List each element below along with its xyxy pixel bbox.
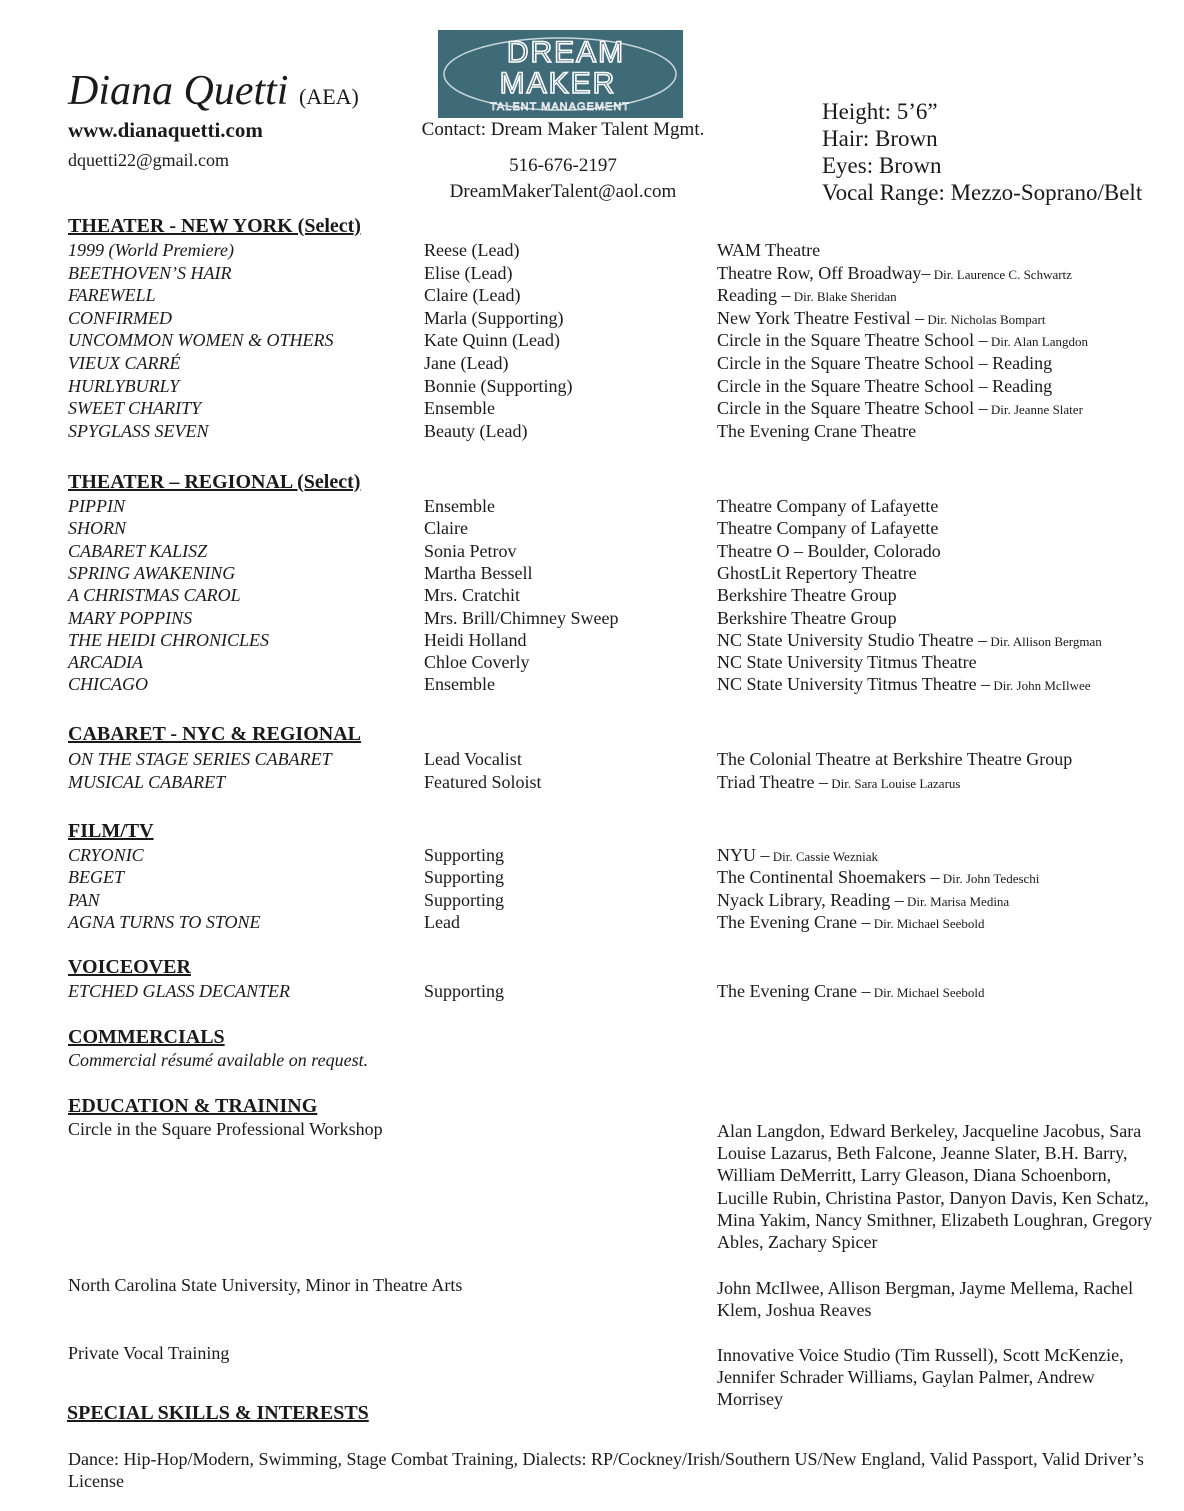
credit-venue — [717, 980, 985, 1004]
credit-row — [0, 420, 1184, 442]
credit-row — [0, 607, 1184, 629]
credit-venue-name: Berkshire Theatre Group — [717, 585, 897, 606]
agency-phone[interactable]: 516-676-2197 — [509, 155, 617, 176]
credit-role: Reese (Lead) — [424, 240, 520, 260]
credit-show: 1999 (World Premiere) — [68, 240, 234, 260]
section-title-voiceover: VOICEOVER — [68, 956, 191, 978]
credit-venue-name: NC State University Studio Theatre – — [717, 629, 988, 650]
education-school: Private Vocal Training — [68, 1343, 230, 1363]
credit-venue-name: Theatre O – Boulder, Colorado — [717, 540, 941, 561]
credit-venue-name: Circle in the Square Theatre School – — [717, 398, 988, 419]
credit-venue — [717, 911, 985, 935]
credit-row — [0, 980, 1184, 1002]
credit-venue-name: Nyack Library, Reading – — [717, 889, 904, 910]
credit-venue — [717, 607, 897, 631]
credit-show: CONFIRMED — [68, 307, 172, 328]
credit-director: Dir. Marisa Medina — [903, 893, 1010, 909]
credit-venue — [717, 262, 1072, 286]
credit-role: Supporting — [424, 889, 505, 910]
stat-vocal-range: Vocal Range: Mezzo-Soprano/Belt — [822, 180, 1143, 205]
credit-show: BEGET — [68, 867, 124, 888]
credit-show: MARY POPPINS — [68, 607, 193, 628]
credit-row — [0, 262, 1184, 284]
credit-venue — [717, 889, 1009, 913]
credit-director: Dir. John McIlwee — [990, 678, 1091, 694]
credit-row — [0, 911, 1184, 933]
credit-role: Lead Vocalist — [424, 749, 522, 769]
credit-show: CABARET KALISZ — [68, 540, 208, 561]
credit-venue — [717, 651, 977, 675]
union-badge: (AEA) — [298, 84, 359, 109]
credit-director: Dir. Jeanne Slater — [987, 402, 1083, 418]
credit-show: VIEUX CARRÉ — [68, 353, 181, 373]
credit-venue-name: Circle in the Square Theatre School – Reading — [717, 375, 1053, 396]
credit-show: CHICAGO — [68, 674, 148, 695]
credit-role: Mrs. Brill/Chimney Sweep — [424, 607, 619, 628]
credit-venue-name: NC State University Titmus Theatre – — [717, 674, 991, 695]
credit-venue — [717, 673, 1091, 697]
credit-venue — [717, 771, 960, 795]
logo-line2: MAKER — [499, 67, 617, 100]
credit-venue-name: Reading – — [717, 285, 791, 306]
credit-venue — [717, 284, 897, 308]
credit-row — [0, 889, 1184, 911]
credit-venue-name: Theatre Company of Lafayette — [717, 496, 939, 516]
credit-show: ON THE STAGE SERIES CABARET — [68, 749, 332, 769]
logo-graphic — [438, 30, 683, 118]
credit-role: Beauty (Lead) — [424, 420, 528, 441]
credit-row — [0, 771, 1184, 793]
credit-venue — [717, 375, 1052, 399]
stat-hair: Hair: Brown — [822, 126, 938, 151]
credit-show: SPYGLASS SEVEN — [68, 420, 209, 441]
section-title-theater-regional: THEATER – REGIONAL (Select) — [68, 471, 361, 493]
credit-row — [0, 329, 1184, 351]
credit-venue-name: NC State University Titmus Theatre — [717, 652, 977, 673]
credit-row — [0, 540, 1184, 562]
credit-role: Claire — [424, 518, 468, 539]
credit-show: A CHRISTMAS CAROL — [68, 585, 241, 606]
credit-venue-name: NYU – — [717, 845, 770, 865]
credit-role: Sonia Petrov — [424, 540, 517, 561]
credit-venue-name: The Continental Shoemakers – — [717, 867, 940, 888]
credit-venue — [717, 239, 820, 263]
credit-director: Dir. Michael Seebold — [870, 915, 985, 931]
actor-name: Diana Quetti (AEA) — [68, 68, 359, 114]
credit-venue-name: WAM Theatre — [717, 240, 821, 260]
education-teachers: Alan Langdon, Edward Berkeley, Jacqueline Jacobus, Sara Louise Lazarus, Beth Falcone, Jeanne Slater, B.H. Barry, William DeMerritt, Larry Gleason, Diana Schoenborn, Lucille Rubin, Christina Pastor, Danyon Davis, Ken Schatz, Mina Yakim, Nancy Smithner, Elizabeth Loughran, Gregory Ables, Zachary Spicer — [717, 1121, 1153, 1253]
credit-role: Jane (Lead) — [424, 353, 509, 373]
credit-role: Supporting — [424, 845, 505, 865]
credit-venue — [717, 540, 941, 564]
credit-role: Featured Soloist — [424, 771, 542, 792]
credit-row — [0, 375, 1184, 397]
credit-role: Ensemble — [424, 674, 495, 695]
credit-row — [0, 284, 1184, 306]
credit-row — [0, 307, 1184, 329]
credit-show: AGNA TURNS TO STONE — [68, 911, 261, 932]
credit-director: Dir. Allison Bergman — [987, 633, 1102, 649]
credit-role: Claire (Lead) — [424, 285, 521, 306]
credit-row — [0, 495, 1184, 517]
agency-contact-label: Contact: Dream Maker Talent Mgmt. — [421, 119, 705, 140]
skills-text: Dance: Hip-Hop/Modern, Swimming, Stage Combat Training, Dialects: RP/Cockney/Irish/Southern US/New England, Valid Passport, Valid Driver’s License — [68, 1449, 1144, 1491]
credit-show: UNCOMMON WOMEN & OTHERS — [68, 330, 334, 351]
credit-role: Mrs. Cratchit — [424, 585, 520, 606]
credit-venue-name: Circle in the Square Theatre School – — [717, 330, 988, 351]
credit-venue — [717, 495, 938, 519]
credit-row — [0, 673, 1184, 695]
credit-role: Martha Bessell — [424, 562, 533, 583]
credit-show: FAREWELL — [68, 285, 156, 306]
credit-director: Dir. Michael Seebold — [870, 985, 985, 1000]
credit-director: Dir. Laurence C. Schwartz — [930, 266, 1072, 282]
credit-show: BEETHOVEN’S HAIR — [68, 262, 232, 283]
credit-role: Supporting — [424, 867, 505, 888]
credit-venue — [717, 844, 878, 868]
credit-venue-name: Triad Theatre – — [717, 771, 828, 792]
credit-row — [0, 651, 1184, 673]
education-school: Circle in the Square Professional Workshop — [68, 1119, 383, 1139]
credit-role: Lead — [424, 911, 460, 932]
credit-role: Supporting — [424, 981, 505, 1001]
credit-venue — [717, 397, 1083, 421]
credit-show: PAN — [68, 889, 100, 910]
credit-director: Dir. Alan Langdon — [987, 334, 1088, 350]
credit-row — [0, 239, 1184, 261]
credit-row — [0, 562, 1184, 584]
credit-row — [0, 748, 1184, 770]
credit-role: Bonnie (Supporting) — [424, 375, 573, 396]
credit-role: Elise (Lead) — [424, 262, 513, 283]
credit-venue-name: Theatre Company of Lafayette — [717, 518, 939, 539]
credit-venue — [717, 748, 1072, 772]
email-link[interactable]: dquetti22@gmail.com — [68, 150, 230, 170]
website-link[interactable]: www.dianaquetti.com — [68, 118, 263, 142]
section-title-skills: SPECIAL SKILLS & INTERESTS — [67, 1402, 369, 1424]
credit-venue-name: The Evening Crane – — [717, 911, 871, 932]
credit-row — [0, 844, 1184, 866]
credit-venue — [717, 866, 1039, 890]
section-title-cabaret: CABARET - NYC & REGIONAL — [68, 723, 361, 745]
credit-director: Dir. Blake Sheridan — [790, 289, 897, 305]
stat-height: Height: 5’6” — [822, 99, 938, 124]
credit-venue-name: Theatre Row, Off Broadway– — [717, 262, 931, 283]
credit-show: SWEET CHARITY — [68, 398, 202, 419]
section-title-theater-ny: THEATER - NEW YORK (Select) — [68, 215, 361, 237]
credit-show: THE HEIDI CHRONICLES — [68, 629, 269, 650]
credit-director: Dir. John Tedeschi — [939, 871, 1040, 887]
credit-venue-name: Berkshire Theatre Group — [717, 607, 897, 628]
credit-venue — [717, 352, 1052, 376]
education-teachers: Innovative Voice Studio (Tim Russell), Scott McKenzie, Jennifer Schrader Williams, Gaylan Palmer, Andrew Morrisey — [717, 1345, 1124, 1410]
credit-venue-name: Circle in the Square Theatre School – Reading — [717, 353, 1053, 373]
credit-show: SHORN — [68, 518, 126, 539]
education-school: North Carolina State University, Minor in Theatre Arts — [68, 1275, 463, 1295]
credit-show: CRYONIC — [68, 845, 144, 865]
credit-show: ARCADIA — [68, 652, 143, 673]
credit-venue-name: New York Theatre Festival – — [717, 307, 925, 328]
credit-role: Heidi Holland — [424, 629, 527, 650]
credit-venue — [717, 629, 1102, 653]
commercials-note: Commercial résumé available on request. — [68, 1050, 369, 1070]
credit-show: SPRING AWAKENING — [68, 562, 236, 583]
credit-role: Chloe Coverly — [424, 652, 530, 673]
section-title-education: EDUCATION & TRAINING — [68, 1095, 318, 1117]
education-teachers: John McIlwee, Allison Bergman, Jayme Mellema, Rachel Klem, Joshua Reaves — [717, 1278, 1134, 1321]
credit-venue-name: The Colonial Theatre at Berkshire Theatre Group — [717, 749, 1073, 769]
credit-venue-name: GhostLit Repertory Theatre — [717, 562, 917, 583]
credit-row — [0, 584, 1184, 606]
credit-venue — [717, 307, 1045, 331]
credit-row — [0, 397, 1184, 419]
credit-venue — [717, 584, 897, 608]
credit-row — [0, 517, 1184, 539]
credit-show: HURLYBURLY — [68, 375, 180, 396]
credit-row — [0, 866, 1184, 888]
section-title-film-tv: FILM/TV — [68, 820, 154, 842]
credit-role: Ensemble — [424, 398, 495, 419]
credit-venue-name: The Evening Crane – — [717, 981, 871, 1001]
credit-director: Dir. Cassie Wezniak — [769, 849, 878, 864]
credit-show: PIPPIN — [68, 496, 125, 516]
logo-line3: TALENT MANAGEMENT — [489, 101, 631, 113]
credit-director: Dir. Sara Louise Lazarus — [827, 775, 961, 791]
credit-role: Ensemble — [424, 496, 495, 516]
credit-role: Marla (Supporting) — [424, 307, 564, 328]
dream-maker-logo — [438, 30, 683, 118]
credit-venue — [717, 420, 916, 444]
section-title-commercials: COMMERCIALS — [68, 1026, 225, 1048]
credit-role: Kate Quinn (Lead) — [424, 330, 560, 351]
credit-show: ETCHED GLASS DECANTER — [68, 981, 291, 1001]
credit-venue-name: The Evening Crane Theatre — [717, 420, 917, 441]
credit-venue — [717, 329, 1088, 353]
credit-venue — [717, 562, 917, 586]
stat-eyes: Eyes: Brown — [822, 153, 942, 178]
credit-director: Dir. Nicholas Bompart — [924, 311, 1046, 327]
credit-show: MUSICAL CABARET — [68, 771, 226, 792]
credit-row — [0, 352, 1184, 374]
credit-row — [0, 629, 1184, 651]
credit-venue — [717, 517, 938, 541]
agency-email[interactable]: DreamMakerTalent@aol.com — [449, 181, 677, 202]
logo-line1: DREAM — [506, 36, 626, 69]
